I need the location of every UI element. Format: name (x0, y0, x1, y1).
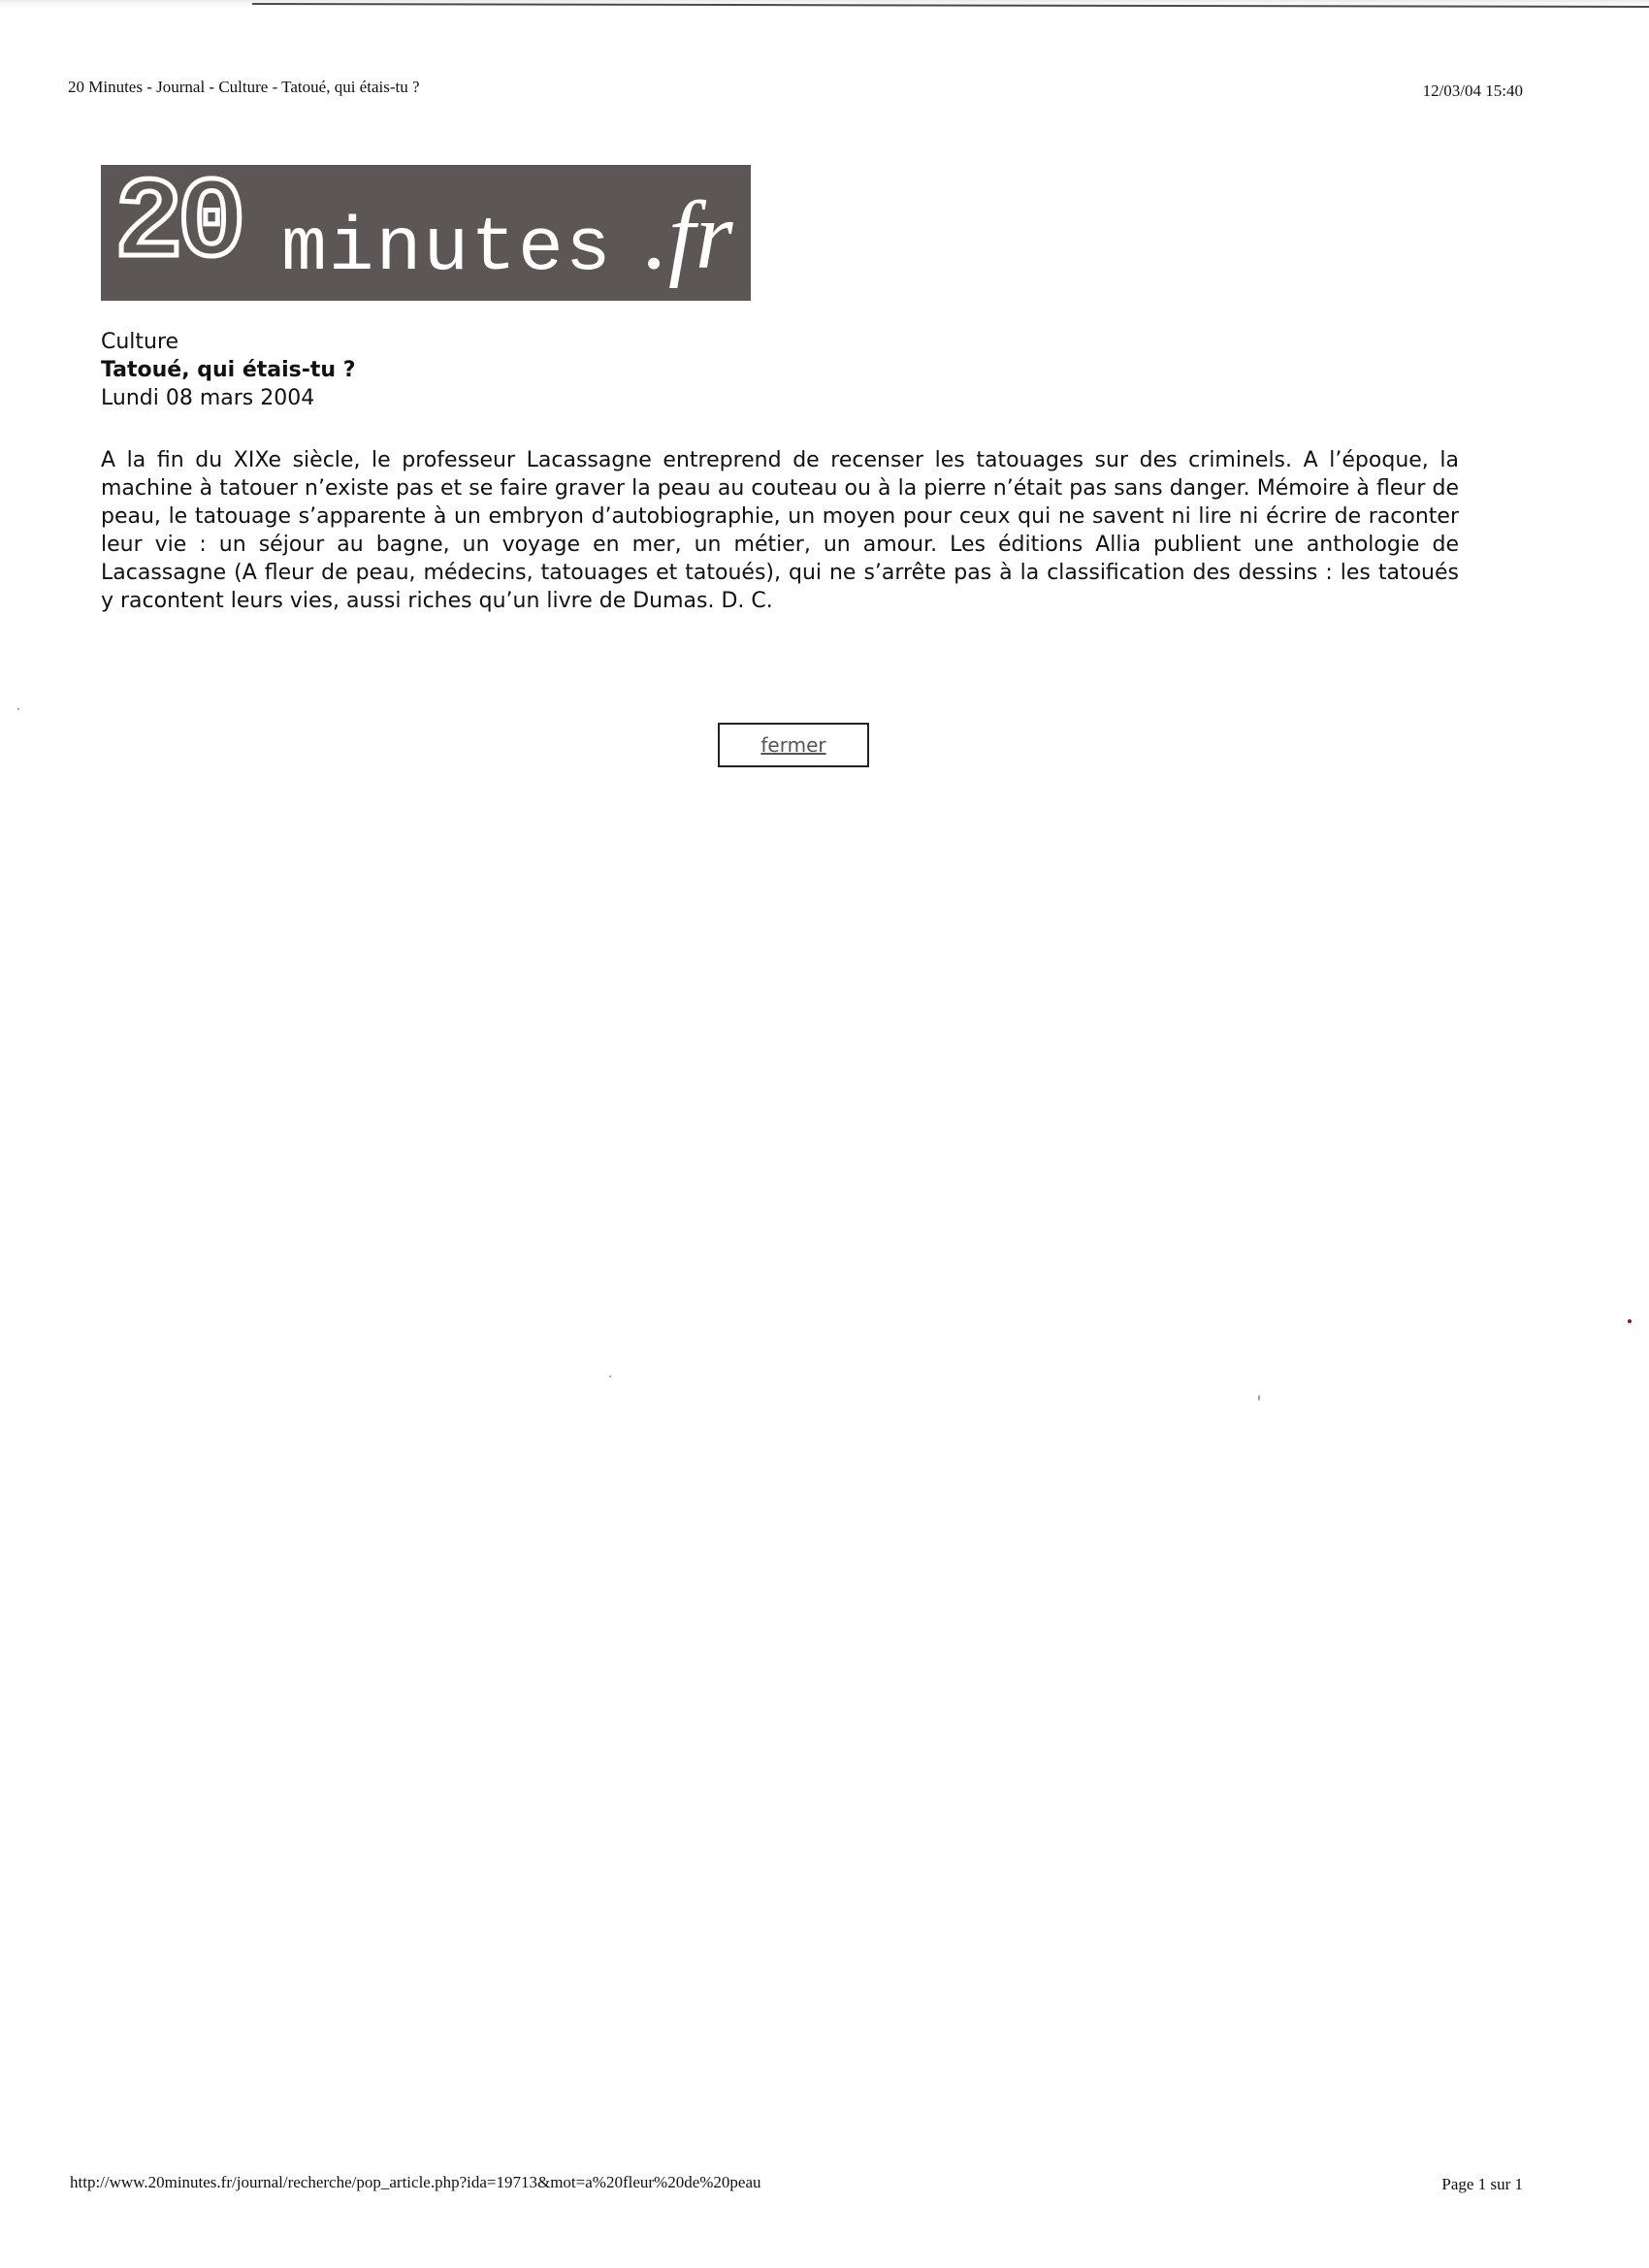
print-header-page-title: 20 Minutes - Journal - Culture - Tatoué, qui étais-tu ? (68, 78, 420, 96)
scan-speck (1628, 1319, 1632, 1323)
close-button[interactable]: fermer (718, 723, 869, 767)
scan-speck (17, 708, 19, 710)
article-header (101, 328, 356, 412)
article-category: Culture (101, 330, 179, 354)
logo-tld: .fr (644, 181, 733, 289)
article-date: Lundi 08 mars 2004 (101, 386, 315, 410)
print-footer-url: http://www.20minutes.fr/journal/recherche/pop_article.php?ida=19713&mot=a%20fleur%20de%20peau (70, 2173, 761, 2191)
scan-speck (1258, 1395, 1260, 1401)
print-header-datetime: 12/03/04 15:40 (1422, 81, 1523, 100)
article-body: A la fin du XIXe siècle, le professeur Lacassagne entreprend de recenser les tatouages sur des criminels. A l’époque, la machine à tatouer n’existe pas et se faire graver la peau au couteau ou à la pierre n’était pas sans danger. Mémoire à fleur de peau, le tatouage s’apparente à un embryon d’autobiographie, un moyen pour ceux qui ne savent ni lire ni écrire de raconter leur vie : un séjour au bagne, un voyage en mer, un métier, un amour. Les éditions Allia publient une anthologie de Lacassagne (A fleur de peau, médecins, tatouages et tatoués), qui ne s’arrête pas à la classification des dessins : les tatoués y racontent leurs vies, aussi riches qu’un livre de Dumas. D. C. (101, 448, 1459, 613)
print-footer-page-number: Page 1 sur 1 (1441, 2175, 1523, 2193)
logo-digits: 20 (114, 165, 241, 290)
scan-speck (609, 1376, 611, 1377)
site-logo (101, 165, 751, 301)
article-title: Tatoué, qui étais-tu ? (101, 358, 356, 382)
logo-word: minutes (281, 207, 613, 292)
